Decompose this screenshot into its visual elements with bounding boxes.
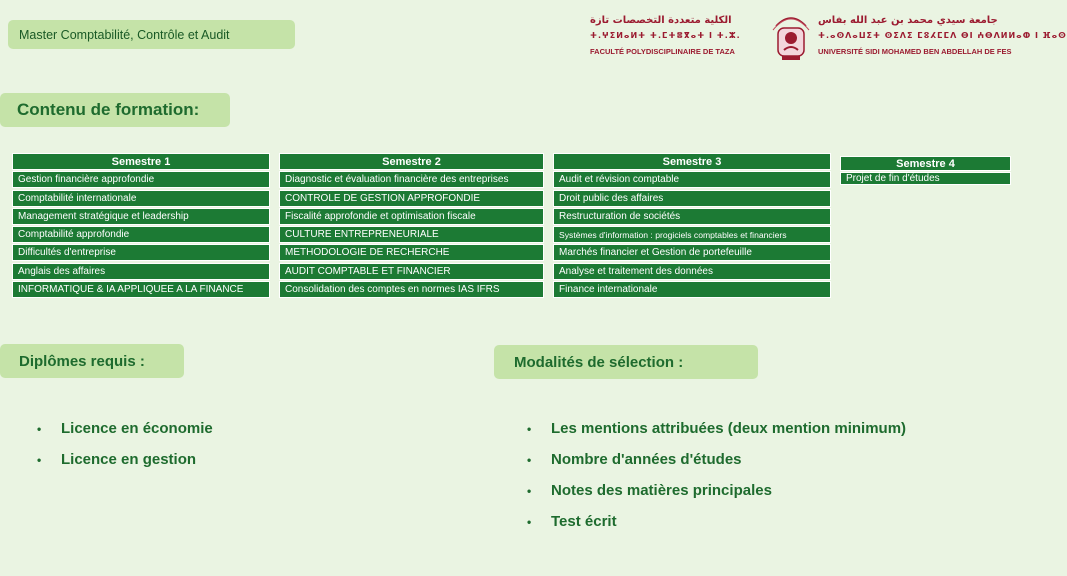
list-item [527, 413, 906, 444]
course-cell: Analyse et traitement des données [553, 263, 831, 280]
course-cell: Comptabilité internationale [12, 190, 270, 207]
course-cell: METHODOLOGIE DE RECHERCHE [279, 244, 544, 261]
course-cell: Management stratégique et leadership [12, 208, 270, 225]
course-cell: Projet de fin d'études [840, 172, 1011, 185]
list-item-label: Nombre d'années d'études [551, 451, 742, 468]
course-cell: Difficultés d'entreprise [12, 244, 270, 261]
semester-2-header: Semestre 2 [279, 153, 544, 170]
course-cell: Droit public des affaires [553, 190, 831, 207]
semester-1-header: Semestre 1 [12, 153, 270, 170]
faculty-name-french: FACULTÉ POLYDISCIPLINAIRE DE TAZA [590, 47, 735, 56]
bullet-icon: • [527, 514, 532, 529]
list-item-label: Licence en gestion [61, 451, 197, 468]
list-item-label: Licence en économie [61, 420, 213, 437]
course-cell: Systèmes d'information : progiciels comptables et financiers [553, 226, 831, 243]
diplomes-list [37, 413, 213, 475]
faculty-name-tifinagh: ⵜ.ⵖⵉⵍⴰⵍⵜ ⵜ.ⵎⵜⴻⴳⴰⵜ ⵏ ⵜ.ⵣ. [590, 31, 741, 40]
semester-3-column [553, 153, 831, 298]
list-item [527, 444, 906, 475]
course-cell: Gestion financière approfondie [12, 171, 270, 188]
bullet-icon: • [527, 483, 532, 498]
list-item-label: Test écrit [551, 513, 617, 530]
list-item [37, 444, 213, 475]
semester-1-column [12, 153, 270, 298]
course-cell: Finance internationale [553, 281, 831, 298]
modalites-list [527, 413, 906, 537]
course-cell: Diagnostic et évaluation financière des entreprises [279, 171, 544, 188]
course-cell: INFORMATIQUE & IA APPLIQUEE A LA FINANCE [12, 281, 270, 298]
university-name-french: UNIVERSITÉ SIDI MOHAMED BEN ABDELLAH DE FES [818, 47, 1012, 56]
list-item [527, 475, 906, 506]
contenu-formation-heading: Contenu de formation: [0, 93, 230, 127]
semester-4-header: Semestre 4 [840, 156, 1011, 171]
course-cell: Marchés financier et Gestion de portefeuille [553, 244, 831, 261]
semester-4-column [840, 156, 1011, 185]
diplomes-requis-heading: Diplômes requis : [0, 344, 184, 378]
semester-2-column [279, 153, 544, 298]
list-item [527, 506, 906, 537]
list-item-label: Notes des matières principales [551, 482, 772, 499]
university-logo-icon [768, 8, 814, 62]
bullet-icon: • [527, 421, 532, 436]
master-title: Master Comptabilité, Contrôle et Audit [8, 20, 295, 49]
semester-3-header: Semestre 3 [553, 153, 831, 170]
course-cell: CONTROLE DE GESTION APPROFONDIE [279, 190, 544, 207]
modalites-selection-heading: Modalités de sélection : [494, 345, 758, 379]
course-cell: Audit et révision comptable [553, 171, 831, 188]
bullet-icon: • [37, 452, 42, 467]
bullet-icon: • [527, 452, 532, 467]
university-name-arabic: جامعة سيدي محمد بن عبد الله بفاس [818, 15, 998, 26]
list-item-label: Les mentions attribuées (deux mention minimum) [551, 420, 907, 437]
university-name-tifinagh: ⵜ.ⴰⵙⴷⴰⵡⵉⵜ ⵙⵉⴷⵉ ⵎⵓⵃⵎⵎⴷ ⴱⵏ ⵄⴱⴷⵍⵍⴰⵀ ⵏ ⴼⴰⵙ [818, 31, 1067, 40]
course-cell: CULTURE ENTREPRENEURIALE [279, 226, 544, 243]
course-cell: AUDIT COMPTABLE ET FINANCIER [279, 263, 544, 280]
course-cell: Consolidation des comptes en normes IAS IFRS [279, 281, 544, 298]
bullet-icon: • [37, 421, 42, 436]
course-cell: Anglais des affaires [12, 263, 270, 280]
list-item [37, 413, 213, 444]
course-cell: Comptabilité approfondie [12, 226, 270, 243]
faculty-name-arabic: الكلية متعددة التخصصات تازة [590, 15, 732, 26]
course-cell: Restructuration de sociétés [553, 208, 831, 225]
course-cell: Fiscalité approfondie et optimisation fiscale [279, 208, 544, 225]
